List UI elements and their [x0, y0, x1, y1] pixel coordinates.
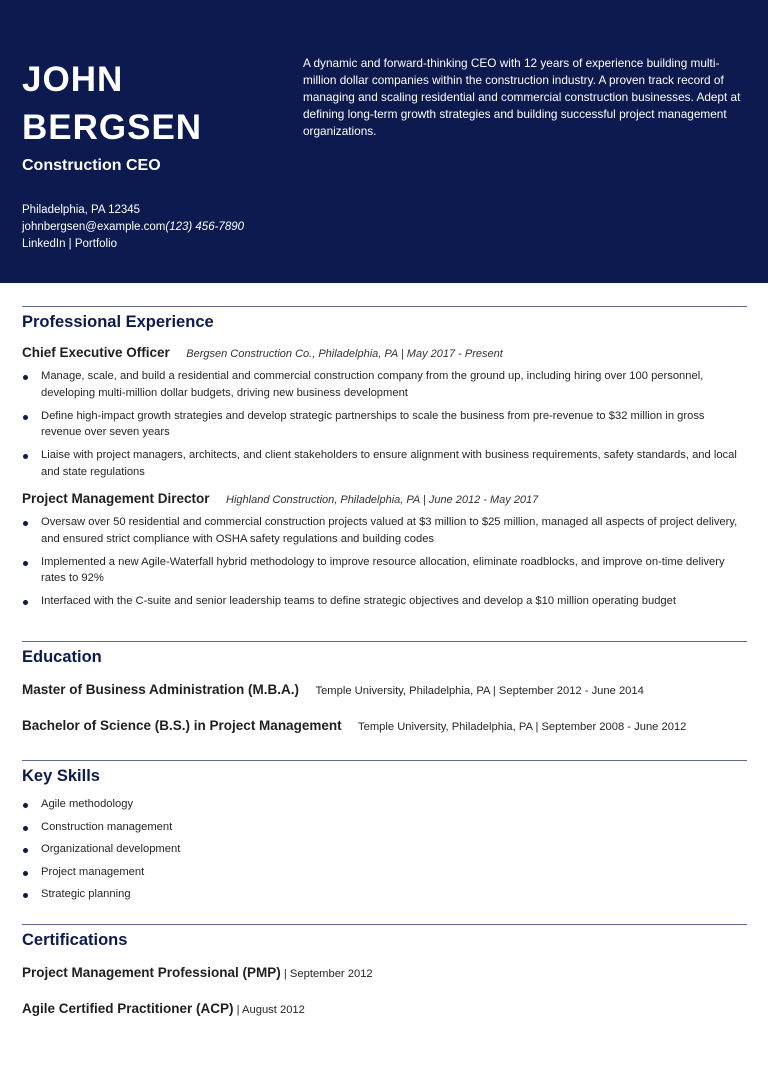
job-bullets [22, 368, 747, 480]
section-title-certifications: Certifications [22, 931, 128, 949]
section-title-education: Education [22, 648, 102, 666]
list-item: Liaise with project managers, architects, and client stakeholders to ensure alignment with business requirements, safety standards, and local and state regulations [22, 447, 747, 480]
section-divider [22, 924, 747, 925]
list-item: Strategic planning [22, 886, 747, 903]
degree: Bachelor of Science (B.S.) in Project Management [22, 718, 342, 733]
certification-name: Project Management Professional (PMP) [22, 965, 281, 980]
first-name: JOHN [22, 60, 124, 99]
location: Philadelphia, PA 12345 [22, 204, 141, 216]
profile-links[interactable]: LinkedIn | Portfolio [22, 238, 118, 250]
job-role: Construction CEO [22, 157, 161, 174]
certification-name: Agile Certified Practitioner (ACP) [22, 1001, 234, 1016]
section-divider [22, 306, 747, 307]
list-item: Construction management [22, 819, 747, 836]
certification-date: | August 2012 [233, 1004, 305, 1016]
list-item: Interfaced with the C-suite and senior leadership teams to define strategic objectives and develop a $10 million operating budget [22, 593, 747, 610]
last-name: BERGSEN [22, 108, 203, 147]
phone: (123) 456-7890 [165, 221, 245, 233]
job-bullets [22, 514, 747, 610]
resume-header [0, 0, 768, 283]
section-divider [22, 641, 747, 642]
list-item: Oversaw over 50 residential and commercial construction projects valued at $3 million to $25 million, managed all aspects of project delivery, and ensured strict compliance with OSHA safety regulations and building codes [22, 514, 747, 547]
education-item [22, 681, 747, 699]
list-item: Manage, scale, and build a residential and commercial construction company from the ground up, including hiring over 100 personnel, developing multi-million dollar budgets, driving new business development [22, 368, 747, 401]
certifications-section [22, 924, 747, 1018]
education-item [22, 717, 747, 735]
experience-section [22, 306, 747, 616]
section-title-experience: Professional Experience [22, 313, 214, 331]
list-item: Define high-impact growth strategies and develop strategic partnerships to scale the business from pre-revenue to $32 million in gross revenue over seven years [22, 408, 747, 441]
list-item: Project management [22, 864, 747, 881]
summary: A dynamic and forward-thinking CEO with 12 years of experience building multi-million dollar companies within the construction industry. A proven track record of managing and scaling residential and commercial construction businesses. Adept at defining long-term growth strategies and building successful project management organizations. [303, 56, 741, 138]
certification-item [22, 1000, 747, 1018]
certification-date: | September 2012 [280, 968, 373, 980]
email-link[interactable]: johnbergsen@example.com [22, 221, 166, 233]
degree: Master of Business Administration (M.B.A.) [22, 682, 300, 697]
education-meta: Temple University, Philadelphia, PA | September 2008 - June 2012 [358, 721, 687, 733]
list-item: Implemented a new Agile-Waterfall hybrid methodology to improve resource allocation, eliminate roadblocks, and improve on-time delivery rates to 92% [22, 554, 747, 587]
job-title: Project Management Director [22, 491, 210, 506]
list-item: Organizational development [22, 841, 747, 858]
section-title-skills: Key Skills [22, 767, 100, 785]
skills-section [22, 760, 747, 909]
certification-item [22, 964, 747, 982]
section-divider [22, 760, 747, 761]
job-title: Chief Executive Officer [22, 345, 170, 360]
education-section [22, 641, 747, 735]
job-header [22, 344, 747, 362]
skills-list [22, 796, 747, 903]
list-item: Agile methodology [22, 796, 747, 813]
education-meta: Temple University, Philadelphia, PA | September 2012 - June 2014 [315, 685, 644, 697]
full-name [22, 56, 202, 152]
job-meta: Bergsen Construction Co., Philadelphia, PA | May 2017 - Present [186, 348, 503, 360]
email-phone-line [22, 219, 244, 236]
job-meta: Highland Construction, Philadelphia, PA | June 2012 - May 2017 [226, 494, 539, 506]
contact-info [22, 202, 244, 253]
job-header [22, 490, 747, 508]
